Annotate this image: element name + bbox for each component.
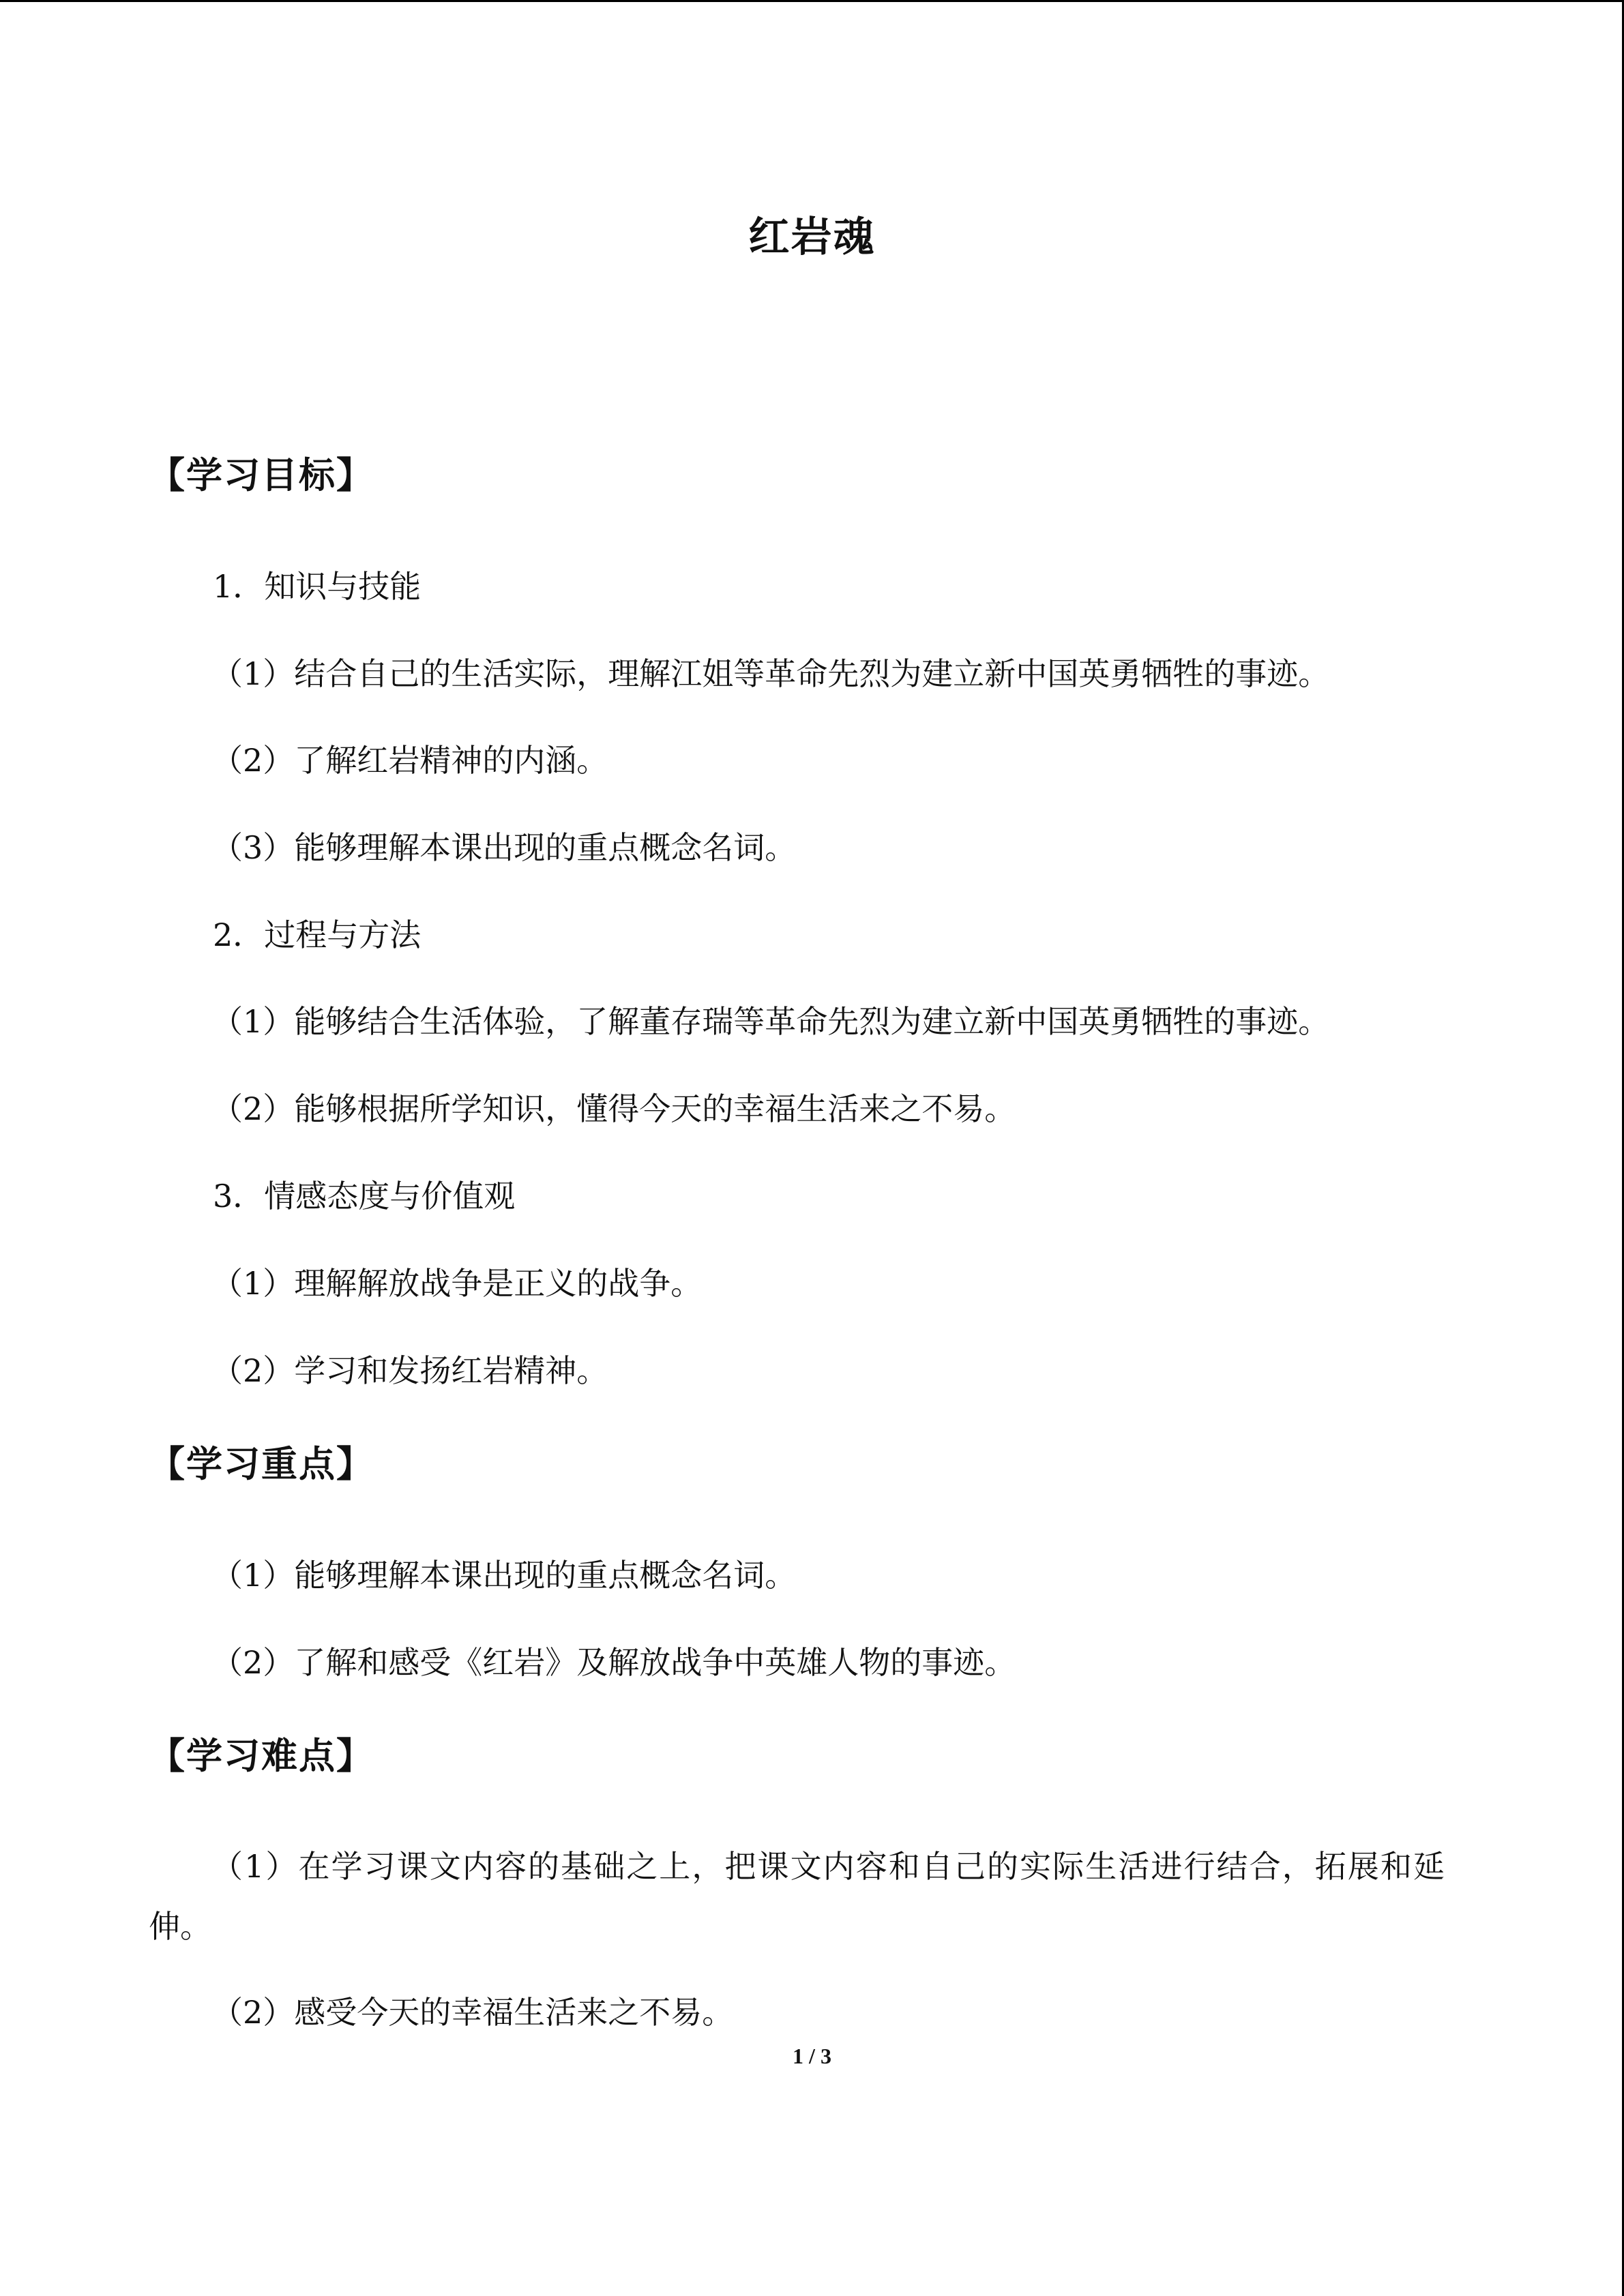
objective-item: （1）能够结合生活体验，了解董存瑞等革命先烈为建立新中国英勇牺牲的事迹。	[211, 1003, 1330, 1040]
section-heading-difficulties: 【学习难点】	[149, 1735, 374, 1777]
difficulty-item: （2）感受今天的幸福生活来之不易。	[211, 1994, 734, 2031]
objective-item: （2）能够根据所学知识，懂得今天的幸福生活来之不易。	[211, 1090, 1016, 1127]
key-point-item: （2）了解和感受《红岩》及解放战争中英雄人物的事迹。	[211, 1644, 1016, 1681]
key-point-item: （1）能够理解本课出现的重点概念名词。	[211, 1557, 797, 1594]
objective-item: 1．知识与技能	[213, 568, 422, 605]
objective-item: 3．情感态度与价值观	[213, 1178, 516, 1214]
objective-item: （2）了解红岩精神的内涵。	[211, 742, 608, 779]
document-title: 红岩魂	[748, 213, 876, 261]
objective-item: 2．过程与方法	[213, 916, 422, 953]
objective-item: （3）能够理解本课出现的重点概念名词。	[211, 829, 797, 866]
objective-item: （1）结合自己的生活实际，理解江姐等革命先烈为建立新中国英勇牺牲的事迹。	[211, 655, 1330, 692]
section-heading-objectives: 【学习目标】	[149, 455, 374, 496]
page-number: 1 / 3	[793, 2044, 831, 2068]
objective-item: （1）理解解放战争是正义的战争。	[211, 1265, 703, 1302]
difficulty-item: （1）在学习课文内容的基础之上，把课文内容和自己的实际生活进行结合，拓展和延伸。	[149, 1848, 1445, 1945]
objective-item: （2）学习和发扬红岩精神。	[211, 1352, 608, 1389]
section-heading-key-points: 【学习重点】	[149, 1444, 374, 1485]
